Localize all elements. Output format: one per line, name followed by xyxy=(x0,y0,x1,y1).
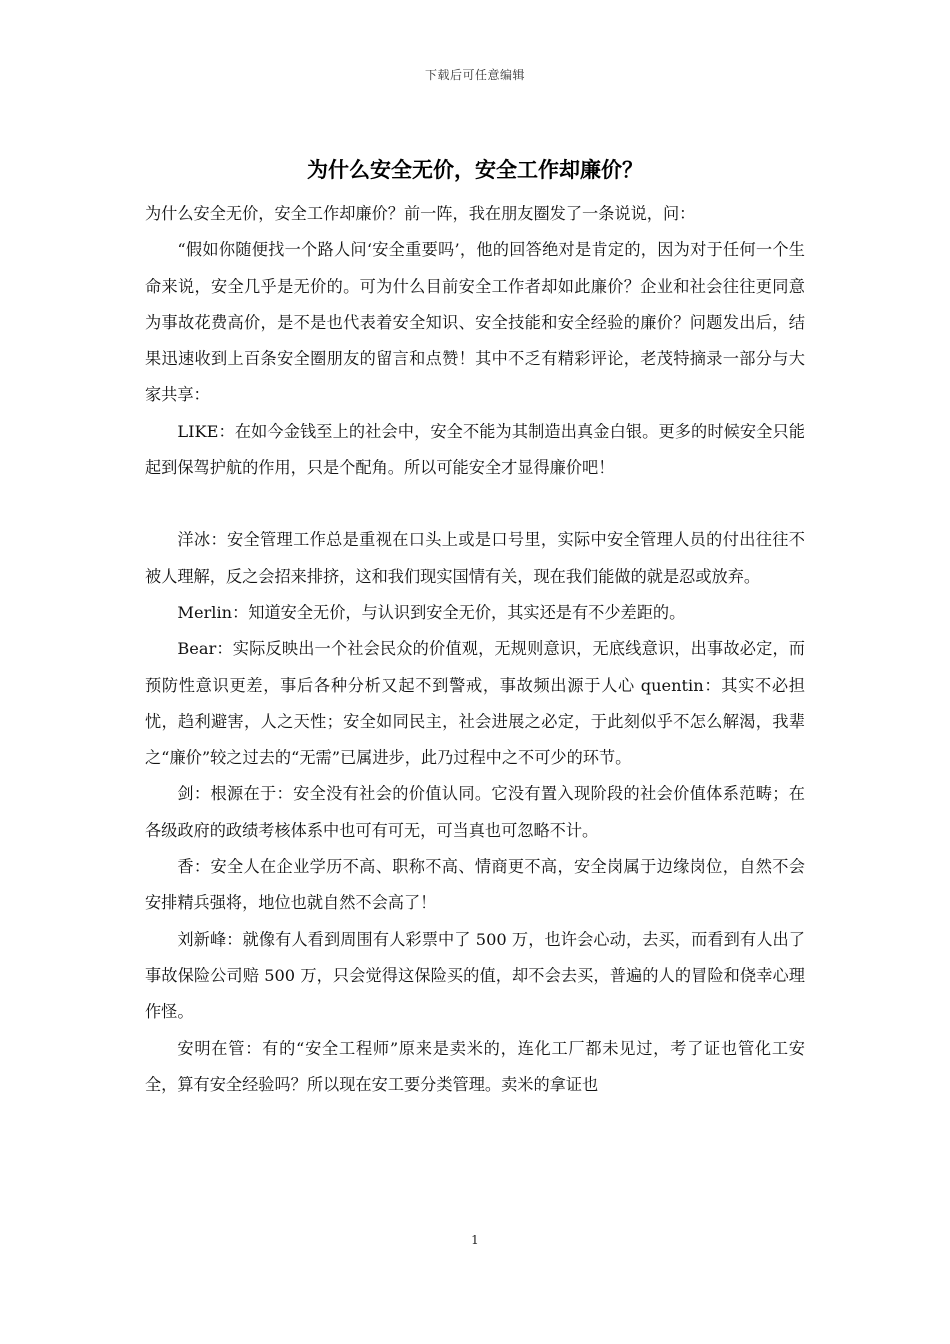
document-title: 为什么安全无价，安全工作却廉价？ xyxy=(307,157,643,182)
document-body xyxy=(145,196,805,1103)
paragraph-intro: 为什么安全无价，安全工作却廉价？前一阵，我在朋友圈发了一条说说，问： xyxy=(145,204,696,223)
paragraph-comment-xiang: 香：安全人在企业学历不高、职称不高、情商更不高，安全岗属于边缘岗位，自然不会安排精兵强将，地位也就自然不会高了！ xyxy=(145,857,805,913)
paragraph-comment-bear: Bear：实际反映出一个社会民众的价值观，无规则意识，无底线意识，出事故必定，而预防性意识更差，事后各种分析又起不到警戒，事故频出源于人心 quentin：其实不必担忧，趋利避害，人之天性；安全如同民主，社会进展之必定，于此刻似乎不怎么解渴，我辈之“廉价”较之过去的“无需”已属进步，此乃过程中之不可少的环节。 xyxy=(145,639,805,768)
paragraph-comment-jian: 剑：根源在于：安全没有社会的价值认同。它没有置入现阶段的社会价值体系范畴；在各级政府的政绩考核体系中也可有可无，可当真也可忽略不计。 xyxy=(145,784,805,840)
page-number: 1 xyxy=(471,1233,479,1247)
paragraph-comment-yangbing: 洋冰：安全管理工作总是重视在口头上或是口号里，实际中安全管理人员的付出往往不被人理解，反之会招来排挤，这和我们现实国情有关，现在我们能做的就是忍或放弃。 xyxy=(145,530,805,586)
paragraph-comment-liuxinfeng: 刘新峰：就像有人看到周围有人彩票中了 500 万，也许会心动，去买，而看到有人出了事故保险公司赔 500 万，只会觉得这保险买的值，却不会去买，普遍的人的冒险和侥幸心理作怪。 xyxy=(145,929,805,1022)
paragraph-comment-merlin: Merlin：知道安全无价，与认识到安全无价，其实还是有不少差距的。 xyxy=(177,602,686,622)
page-header: 下载后可任意编辑 xyxy=(424,68,525,82)
paragraph-comment-like: LIKE：在如今金钱至上的社会中，安全不能为其制造出真金白银。更多的时候安全只能起到保驾护航的作用，只是个配角。所以可能安全才显得廉价吧！ xyxy=(145,421,805,478)
paragraph-question: “假如你随便找一个路人问‘安全重要吗’，他的回答绝对是肯定的，因为对于任何一个生命来说，安全几乎是无价的。可为什么目前安全工作者却如此廉价？企业和社会往往更同意为事故花费高价，是不是也代表着安全知识、安全技能和安全经验的廉价？问题发出后，结果迅速收到上百条安全圈朋友的留言和点赞！其中不乏有精彩评论，老茂特摘录一部分与大家共享： xyxy=(145,240,805,405)
paragraph-comment-anmingzaiguan: 安明在管：有的“安全工程师”原来是卖米的，连化工厂都未见过，考了证也管化工安全，算有安全经验吗？所以现在安工要分类管理。卖米的拿证也 xyxy=(145,1038,805,1094)
